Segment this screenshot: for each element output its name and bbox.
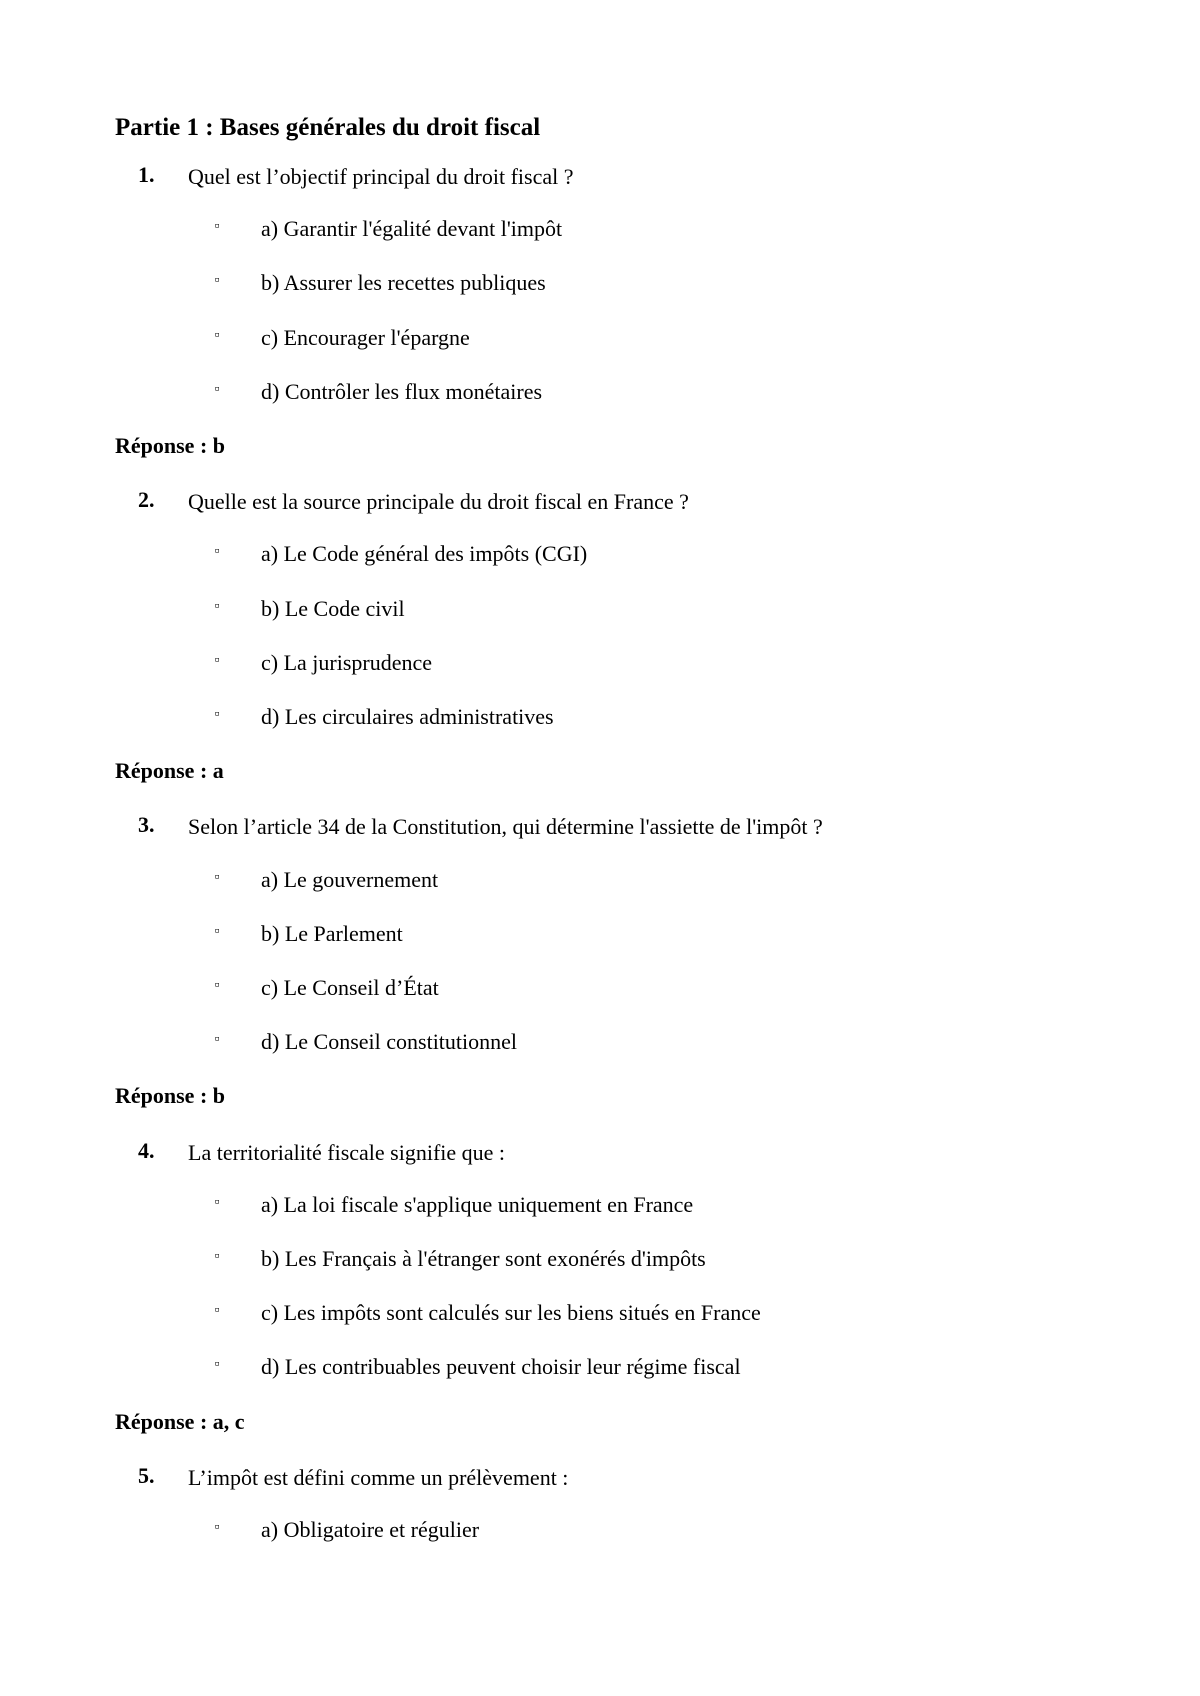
question-number: 2. (138, 487, 155, 513)
answer-option: b) Le Code civil (261, 595, 405, 621)
answer-option: d) Contrôler les flux monétaires (261, 378, 543, 404)
question-text: Selon l’article 34 de la Constitution, qui détermine l'assiette de l'impôt ? (188, 814, 823, 840)
answer-option: b) Le Parlement (261, 920, 403, 946)
answer-option: a) La loi fiscale s'applique uniquement en France (261, 1191, 694, 1217)
question-text: Quel est l’objectif principal du droit fiscal ? (188, 164, 574, 189)
option-bullet-icon: ▫ (214, 1520, 220, 1535)
option-bullet-icon: ▫ (214, 652, 220, 668)
answer-option: a) Le gouvernement (261, 866, 439, 892)
answer-option: c) Les impôts sont calculés sur les biens situés en France (261, 1300, 761, 1326)
correct-answer: Réponse : a (115, 758, 224, 784)
question-number: 5. (138, 1462, 155, 1488)
option-bullet-icon: ▫ (214, 327, 220, 343)
option-bullet-icon: ▫ (214, 978, 220, 993)
answer-option: d) Les contribuables peuvent choisir leur régime fiscal (261, 1354, 741, 1380)
answer-option: a) Garantir l'égalité devant l'impôt (261, 216, 563, 242)
correct-answer: Réponse : a, c (115, 1408, 245, 1434)
section-title: Partie 1 : Bases générales du droit fiscal (115, 114, 541, 141)
option-bullet-icon: ▫ (214, 1032, 220, 1048)
answer-option: b) Les Français à l'étranger sont exonérés d'impôts (261, 1246, 706, 1271)
correct-answer: Réponse : b (115, 1083, 226, 1109)
answer-option: d) Le Conseil constitutionnel (261, 1029, 518, 1055)
question-text: L’impôt est défini comme un prélèvement : (188, 1464, 569, 1490)
option-bullet-icon: ▫ (214, 598, 220, 614)
answer-option: a) Le Code général des impôts (CGI) (261, 541, 588, 567)
answer-option: b) Assurer les recettes publiques (261, 270, 546, 296)
answer-option: c) Le Conseil d’État (261, 975, 439, 1000)
question-text: Quelle est la source principale du droit fiscal en France ? (188, 489, 689, 515)
answer-option: c) La jurisprudence (261, 649, 433, 675)
option-bullet-icon: ▫ (214, 273, 220, 289)
answer-option: d) Les circulaires administratives (261, 704, 554, 729)
option-bullet-icon: ▫ (214, 869, 220, 885)
option-bullet-icon: ▫ (214, 1249, 220, 1264)
option-bullet-icon: ▫ (214, 1303, 220, 1319)
option-bullet-icon: ▫ (214, 381, 220, 397)
option-bullet-icon: ▫ (214, 1357, 220, 1373)
correct-answer: Réponse : b (115, 433, 226, 458)
option-bullet-icon: ▫ (214, 1194, 220, 1210)
question-number: 1. (138, 162, 155, 187)
option-bullet-icon: ▫ (214, 707, 220, 722)
option-bullet-icon: ▫ (214, 544, 220, 560)
question-number: 4. (138, 1137, 155, 1163)
answer-option: a) Obligatoire et régulier (261, 1517, 480, 1542)
question-number: 3. (138, 812, 155, 838)
option-bullet-icon: ▫ (214, 219, 220, 235)
answer-option: c) Encourager l'épargne (261, 324, 470, 350)
question-text: La territorialité fiscale signifie que : (188, 1139, 506, 1165)
option-bullet-icon: ▫ (214, 923, 220, 939)
